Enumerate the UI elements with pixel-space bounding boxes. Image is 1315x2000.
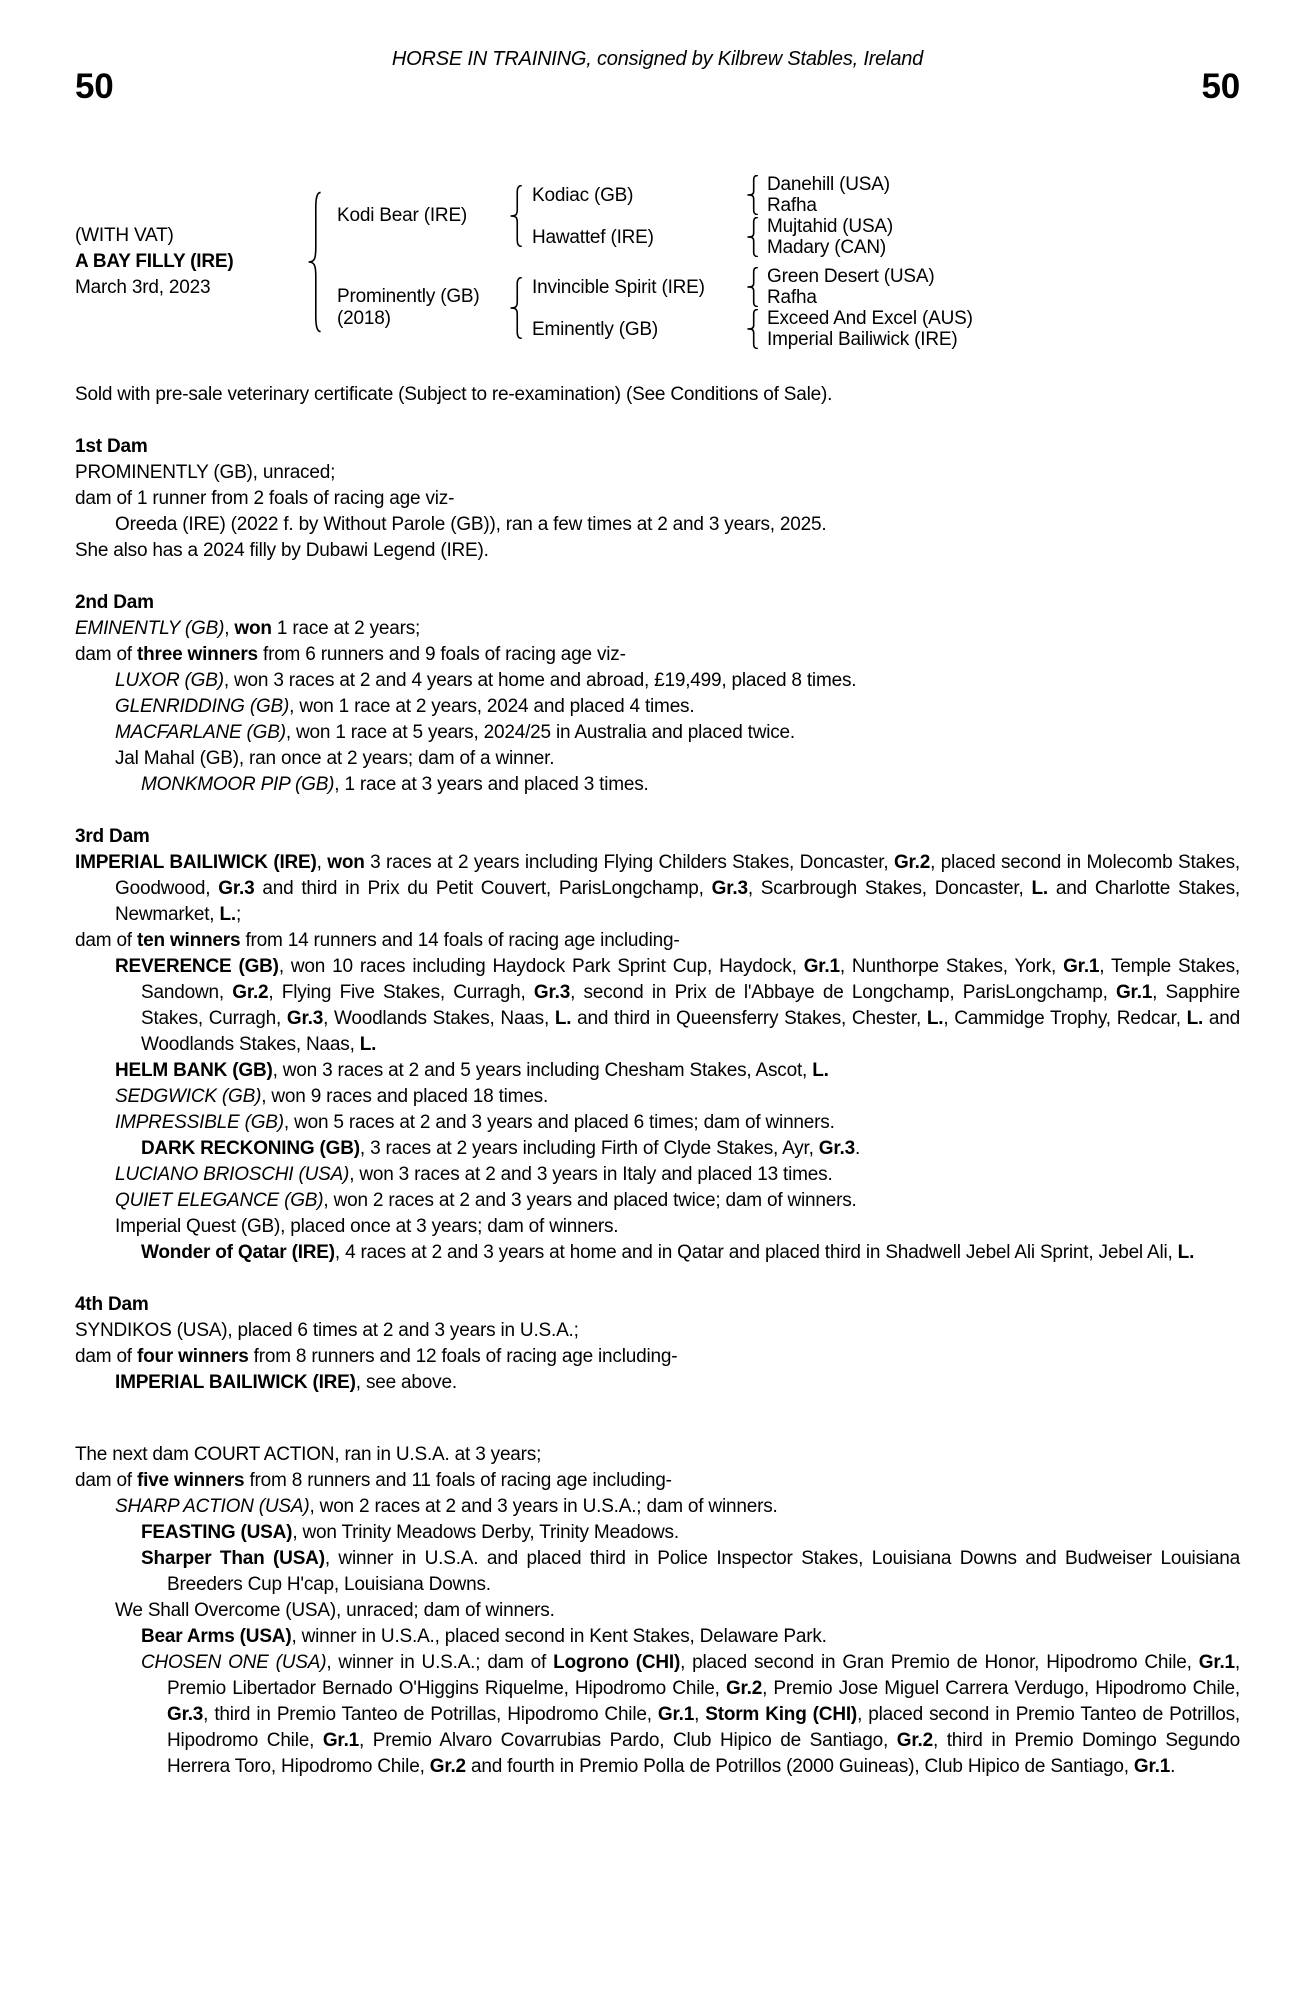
catalogue-line	[75, 460, 1240, 486]
pedigree-brace	[307, 191, 323, 333]
ggp-name: Exceed And Excel (AUS)	[767, 308, 973, 329]
text-run: 1 race at 2 years;	[271, 618, 421, 639]
catalogue-line	[75, 1058, 1240, 1084]
pedigree-section-1	[75, 434, 1240, 564]
dam-name-text: Prominently (GB)	[337, 286, 480, 307]
text-run: Gr.2	[725, 1678, 763, 1699]
text-run: dam of	[75, 644, 137, 665]
text-run: Gr.1	[1115, 982, 1153, 1003]
text-run: HELM BANK (GB)	[115, 1060, 273, 1081]
text-run: , placed second in Molecomb Stakes, Goodwood,	[115, 852, 1240, 899]
text-run: IMPERIAL BAILIWICK (IRE)	[115, 1372, 356, 1393]
text-run: , second in Prix de l'Abbaye de Longchamp, ParisLongchamp,	[570, 982, 1116, 1003]
text-run: ,	[694, 1704, 706, 1725]
text-run: from 6 runners and 9 foals of racing age viz-	[257, 644, 626, 665]
subject-name: A BAY FILLY (IRE)	[75, 251, 234, 272]
section-heading: 3rd Dam	[75, 826, 150, 847]
ggp-name: Rafha	[767, 195, 817, 216]
text-run: , placed second in Gran Premio de Honor, Hipodromo Chile,	[680, 1652, 1199, 1673]
sale-note: Sold with pre-sale veterinary certificate (Subject to re-examination) (See Conditions of Sale).	[75, 384, 833, 405]
catalogue-line	[75, 616, 1240, 642]
pedigree-brace	[746, 217, 760, 257]
text-run: Gr.2	[893, 852, 931, 873]
catalogue-line	[75, 928, 1240, 954]
granddam-block	[524, 216, 893, 258]
text-run: , Premio Libertador Bernado O'Higgins Riquelme, Hipodromo Chile,	[167, 1652, 1240, 1699]
text-run: IMPRESSIBLE (GB)	[115, 1112, 284, 1133]
catalogue-line	[75, 1344, 1240, 1370]
text-run: Gr.1	[322, 1730, 360, 1751]
pedigree-brace	[746, 309, 760, 349]
text-run: , 3 races at 2 years including Firth of Clyde Stakes, Ayr,	[359, 1138, 819, 1159]
text-run: Gr.3	[818, 1138, 855, 1159]
pedigree-section-2	[75, 590, 1240, 798]
text-run: ;	[235, 904, 242, 925]
catalogue-line	[75, 1162, 1240, 1188]
sire-block	[329, 174, 973, 258]
text-run: QUIET ELEGANCE (GB)	[115, 1190, 324, 1211]
text-run: SEDGWICK (GB)	[115, 1086, 262, 1107]
text-run: ,	[224, 618, 235, 639]
text-run: , Sapphire Stakes, Curragh,	[141, 982, 1240, 1029]
catalogue-line	[75, 1214, 1240, 1240]
page-header	[75, 46, 1240, 122]
text-run: DARK RECKONING (GB)	[141, 1138, 360, 1159]
text-run: Gr.3	[167, 1704, 204, 1725]
ggp-name: Danehill (USA)	[767, 174, 890, 195]
text-run: Imperial Quest (GB), placed once at 3 years; dam of winners.	[115, 1216, 619, 1237]
ggp-name: Imperial Bailiwick (IRE)	[767, 329, 958, 350]
text-run: from 8 runners and 12 foals of racing age including-	[248, 1346, 678, 1367]
subject-vat-note: (WITH VAT)	[75, 225, 174, 246]
dam-grandparents	[524, 266, 973, 350]
text-run: won	[327, 852, 365, 873]
text-run: Oreeda (IRE) (2022 f. by Without Parole (GB)), ran a few times at 2 and 3 years, 2025.	[115, 514, 827, 535]
catalogue-line	[75, 1624, 1240, 1650]
catalogue-line	[75, 694, 1240, 720]
text-run: dam of	[75, 1470, 137, 1491]
text-run: FEASTING (USA)	[141, 1522, 293, 1543]
text-run: Gr.2	[429, 1756, 466, 1777]
ggp-name: Madary (CAN)	[767, 237, 887, 258]
catalogue-line	[75, 850, 1240, 928]
text-run: , won 5 races at 2 and 3 years and placed 6 times; dam of winners.	[283, 1112, 835, 1133]
text-run: , winner in U.S.A.; dam of	[326, 1652, 554, 1673]
text-run: , won 1 race at 5 years, 2024/25 in Australia and placed twice.	[285, 722, 796, 743]
text-run: MONKMOOR PIP (GB)	[141, 774, 335, 795]
text-run: , Nunthorpe Stakes, York,	[839, 956, 1064, 977]
catalogue-line	[75, 720, 1240, 746]
catalogue-line	[75, 1136, 1240, 1162]
text-run: , Temple Stakes, Sandown,	[141, 956, 1241, 1003]
text-run: Wonder of Qatar (IRE)	[141, 1242, 335, 1263]
text-run: from 8 runners and 11 foals of racing age including-	[244, 1470, 672, 1491]
catalogue-line	[75, 1318, 1240, 1344]
text-run: and third in Queensferry Stakes, Chester,	[571, 1008, 927, 1029]
text-run: L.	[1177, 1242, 1195, 1263]
text-run: IMPERIAL BAILIWICK (IRE)	[75, 852, 317, 873]
text-run: Gr.1	[1063, 956, 1100, 977]
text-run: , placed second in Premio Tanteo de Potrillos, Hipodromo Chile,	[167, 1704, 1241, 1751]
text-run: dam of 1 runner from 2 foals of racing age viz-	[75, 488, 455, 509]
text-run: Gr.1	[803, 956, 840, 977]
sire-dam-name: Hawattef (IRE)	[532, 226, 654, 248]
ggp-name: Mujtahid (USA)	[767, 216, 894, 237]
catalogue-line	[75, 1188, 1240, 1214]
sections	[75, 434, 1240, 1780]
text-run: .	[854, 1138, 861, 1159]
dam-year: (2018)	[337, 308, 391, 329]
text-run: three winners	[136, 644, 258, 665]
great-grandparents	[760, 308, 973, 350]
text-run: Gr.3	[533, 982, 571, 1003]
text-run: , Woodlands Stakes, Naas,	[323, 1008, 555, 1029]
text-run: L.	[812, 1060, 829, 1081]
sire-sire-name: Kodiac (GB)	[532, 184, 634, 206]
section-heading: 1st Dam	[75, 436, 148, 457]
sire-name: Kodi Bear (IRE)	[337, 205, 468, 226]
text-run: The next dam COURT ACTION, ran in U.S.A. at 3 years;	[75, 1444, 542, 1465]
text-run: dam of	[75, 1346, 137, 1367]
text-run: Jal Mahal (GB), ran once at 2 years; dam of a winner.	[115, 748, 555, 769]
text-run: LUXOR (GB)	[115, 670, 224, 691]
text-run: , won 2 races at 2 and 3 years in U.S.A.; dam of winners.	[309, 1496, 778, 1517]
text-run: , Premio Jose Miguel Carrera Verdugo, Hipodromo Chile,	[762, 1678, 1240, 1699]
text-run: CHOSEN ONE (USA)	[141, 1652, 327, 1673]
catalogue-line	[75, 1494, 1240, 1520]
text-run: ,	[316, 852, 328, 873]
catalogue-line	[75, 954, 1240, 1058]
text-run: and Woodlands Stakes, Naas,	[141, 1008, 1240, 1055]
text-run: , won 9 races and placed 18 times.	[261, 1086, 549, 1107]
text-run: and Charlotte Stakes, Newmarket,	[115, 878, 1240, 925]
text-run: Storm King (CHI)	[705, 1704, 858, 1725]
catalogue-line	[75, 642, 1240, 668]
text-run: and third in Prix du Petit Couvert, ParisLongchamp,	[254, 878, 712, 899]
text-run: SYNDIKOS (USA), placed 6 times at 2 and 3 years in U.S.A.;	[75, 1320, 579, 1341]
subject-foal-date: March 3rd, 2023	[75, 277, 211, 298]
text-run: Gr.2	[232, 982, 269, 1003]
text-run: , third in Premio Domingo Segundo Herrera Toro, Hipodromo Chile,	[167, 1730, 1240, 1777]
text-run: GLENRIDDING (GB)	[115, 696, 290, 717]
text-run: Gr.2	[896, 1730, 933, 1751]
text-run: , Scarbrough Stakes, Doncaster,	[747, 878, 1032, 899]
text-run: LUCIANO BRIOSCHI (USA)	[115, 1164, 350, 1185]
text-run: L.	[1031, 878, 1048, 899]
text-run: Gr.3	[286, 1008, 324, 1029]
text-run: Gr.3	[711, 878, 748, 899]
text-run: L.	[219, 904, 236, 925]
text-run: , see above.	[355, 1372, 457, 1393]
pedigree-section-5	[75, 1442, 1240, 1780]
catalogue-line	[75, 1650, 1240, 1780]
text-run: won	[234, 618, 272, 639]
text-run: MACFARLANE (GB)	[115, 722, 286, 743]
text-run: REVERENCE (GB)	[115, 956, 279, 977]
catalogue-line	[75, 1546, 1240, 1598]
text-run: , winner in U.S.A. and placed third in Police Inspector Stakes, Louisiana Downs and Budweiser Louisiana Breeders Cup H'cap, Louisiana Downs.	[167, 1548, 1240, 1595]
text-run: , Cammidge Trophy, Redcar,	[943, 1008, 1187, 1029]
text-run: , 4 races at 2 and 3 years at home and in Qatar and placed third in Shadwell Jebel Ali Sprint, Jebel Ali,	[334, 1242, 1178, 1263]
pedigree-tree	[75, 174, 1240, 350]
dam-dam-name: Eminently (GB)	[532, 318, 659, 340]
granddam-block	[524, 308, 973, 350]
pedigree-brace	[509, 185, 524, 247]
text-run: L.	[554, 1008, 572, 1029]
catalogue-line	[75, 1442, 1240, 1468]
text-run: , won 3 races at 2 and 4 years at home and abroad, £19,499, placed 8 times.	[223, 670, 857, 691]
text-run: Gr.1	[1198, 1652, 1235, 1673]
text-run: , third in Premio Tanteo de Potrillas, Hipodromo Chile,	[203, 1704, 658, 1725]
text-run: PROMINENTLY (GB), unraced;	[75, 462, 336, 483]
ggp-name: Rafha	[767, 287, 817, 308]
text-run: , won 3 races at 2 and 5 years including Chesham Stakes, Ascot,	[272, 1060, 813, 1081]
section-heading: 2nd Dam	[75, 592, 154, 613]
pedigree-brace	[746, 175, 760, 215]
text-run: SHARP ACTION (USA)	[115, 1496, 310, 1517]
text-run: Gr.1	[1133, 1756, 1171, 1777]
subject-horse	[75, 223, 307, 301]
text-run: four winners	[136, 1346, 249, 1367]
catalogue-line	[75, 1370, 1240, 1396]
pedigree-brace	[746, 267, 760, 307]
page-title: HORSE IN TRAINING, consigned by Kilbrew Stables, Ireland	[391, 48, 924, 70]
text-run: and fourth in Premio Polla de Potrillos (2000 Guineas), Club Hipico de Santiago,	[465, 1756, 1134, 1777]
text-run: Sharper Than (USA)	[141, 1548, 325, 1569]
text-run: , Premio Alvaro Covarrubias Pardo, Club Hipico de Santiago,	[359, 1730, 897, 1751]
text-run: Gr.3	[218, 878, 255, 899]
dam-sire-name: Invincible Spirit (IRE)	[532, 276, 705, 298]
text-run: She also has a 2024 filly by Dubawi Legend (IRE).	[75, 540, 489, 561]
catalogue-line	[75, 512, 1240, 538]
text-run: five winners	[136, 1470, 245, 1491]
catalogue-line	[75, 538, 1240, 564]
catalogue-line	[75, 772, 1240, 798]
grandsire-block	[524, 174, 893, 216]
great-grandparents	[760, 216, 893, 258]
text-run: Bear Arms (USA)	[141, 1626, 292, 1647]
text-run: , won 1 race at 2 years, 2024 and placed 4 times.	[289, 696, 695, 717]
text-run: , Flying Five Stakes, Curragh,	[268, 982, 534, 1003]
text-run: , winner in U.S.A., placed second in Kent Stakes, Delaware Park.	[291, 1626, 827, 1647]
catalogue-line	[75, 1520, 1240, 1546]
sire-grandparents	[524, 174, 893, 258]
text-run: , won 3 races at 2 and 3 years in Italy and placed 13 times.	[349, 1164, 833, 1185]
catalogue-line	[75, 1110, 1240, 1136]
pedigree-brace	[509, 277, 524, 339]
text-run: 3 races at 2 years including Flying Childers Stakes, Doncaster,	[364, 852, 894, 873]
great-grandparents	[760, 266, 934, 308]
text-run: EMINENTLY (GB)	[75, 618, 225, 639]
text-run: Logrono (CHI)	[553, 1652, 681, 1673]
lot-number-left: 50	[75, 67, 114, 106]
text-run: dam of	[75, 930, 137, 951]
text-run: .	[1170, 1756, 1176, 1777]
text-run: L.	[359, 1034, 377, 1055]
ggp-name: Green Desert (USA)	[767, 266, 935, 287]
text-run: , 1 race at 3 years and placed 3 times.	[334, 774, 649, 795]
catalogue-line	[75, 1084, 1240, 1110]
text-run: from 14 runners and 14 foals of racing age including-	[240, 930, 680, 951]
dam-name	[329, 286, 509, 330]
catalogue-line	[75, 486, 1240, 512]
pedigree-section-3	[75, 824, 1240, 1266]
catalogue-line	[75, 668, 1240, 694]
text-run: Gr.1	[657, 1704, 695, 1725]
parents-column	[329, 174, 973, 350]
great-grandparents	[760, 174, 890, 216]
pedigree-section-4	[75, 1292, 1240, 1396]
catalogue-line	[75, 1468, 1240, 1494]
dam-block	[329, 266, 973, 350]
catalogue-line	[75, 1598, 1240, 1624]
grandsire-block	[524, 266, 973, 308]
section-heading: 4th Dam	[75, 1294, 149, 1315]
text-run: , won Trinity Meadows Derby, Trinity Meadows.	[292, 1522, 679, 1543]
text-run: L.	[1186, 1008, 1204, 1029]
catalogue-line	[75, 1240, 1240, 1266]
text-run: , won 2 races at 2 and 3 years and placed twice; dam of winners.	[323, 1190, 857, 1211]
lot-number-right: 50	[1201, 67, 1240, 106]
text-run: L.	[926, 1008, 944, 1029]
text-run: We Shall Overcome (USA), unraced; dam of winners.	[115, 1600, 555, 1621]
catalogue-line	[75, 746, 1240, 772]
text-run: ten winners	[136, 930, 241, 951]
text-run: , won 10 races including Haydock Park Sprint Cup, Haydock,	[278, 956, 804, 977]
